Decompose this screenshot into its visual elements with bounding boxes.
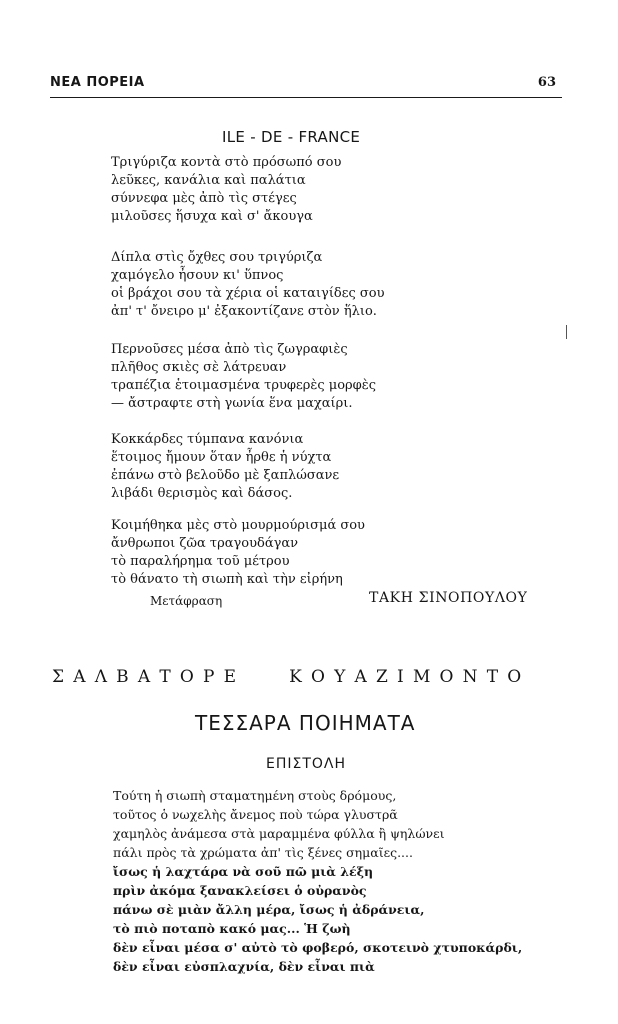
- poem-line: δὲν εἶναι μέσα σ' αὐτὸ τὸ φοβερό, σκοτεινὸ χτυποκάρδι,: [113, 940, 523, 955]
- poem-line: ἀπ' τ' ὄνειρο μ' ἐξακοντίζανε στὸν ἥλιο.: [111, 304, 377, 319]
- poem-line: πάλι πρὸς τὰ χρώματα ἀπ' τὶς ξένες σημαῖες....: [113, 845, 413, 860]
- poem-line: Δίπλα στὶς ὄχθες σου τριγύριζα: [111, 250, 323, 265]
- poem-line: πλῆθος σκιὲς σὲ λάτρευαν: [111, 360, 287, 375]
- journal-title: ΝΕΑ ΠΟΡΕΙΑ: [50, 75, 145, 90]
- poem-line: λεῦκες, κανάλια καὶ παλάτια: [111, 173, 306, 188]
- poem-line: Περνοῦσες μέσα ἀπὸ τὶς ζωγραφιὲς: [111, 342, 348, 357]
- poem-line: μιλοῦσες ἥσυχα καὶ σ' ἄκουγα: [111, 209, 313, 224]
- poem-line: Τούτη ἡ σιωπὴ σταματημένη στοὺς δρόμους,: [113, 788, 397, 803]
- poem-line: τοῦτος ὁ νωχελὴς ἄνεμος ποὺ τώρα γλυστρᾶ: [113, 807, 398, 822]
- poem-line: ἕτοιμος ἤμουν ὅταν ἦρθε ἡ νύχτα: [111, 450, 332, 465]
- poem-epistoli-body: [113, 786, 522, 976]
- translator-name: ΤΑΚΗ ΣΙΝΟΠΟΥΛΟΥ: [369, 590, 528, 606]
- poem-line: χαμόγελο ἦσουν κι' ὕπνος: [111, 268, 284, 283]
- poem-line: Κοκκάρδες τύμπανα κανόνια: [111, 432, 304, 447]
- header-rule: [50, 97, 562, 98]
- translation-label: Μετάφραση: [150, 594, 223, 608]
- poem-line: οἱ βράχοι σου τὰ χέρια οἱ καταιγίδες σου: [111, 286, 385, 301]
- poem-line: λιβάδι θερισμὸς καὶ δάσος.: [111, 486, 293, 501]
- poem-line: σύννεφα μὲς ἀπὸ τὶς στέγες: [111, 191, 297, 206]
- poem-line: πάνω σὲ μιὰν ἄλλη μέρα, ἴσως ἡ ἀδράνεια,: [113, 902, 425, 917]
- stanza-5: [111, 517, 365, 589]
- poem-line: ἐπάνω στὸ βελοῦδο μὲ ξαπλώσανε: [111, 468, 340, 483]
- author-name: ΣΑΛΒΑΤΟΡΕ ΚΟΥΑΖΙΜΟΝΤΟ: [52, 667, 531, 687]
- poem-line: τὸ παραλήρημα τοῦ μέτρου: [111, 554, 290, 569]
- poem-title-epistoli: ΕΠΙΣΤΟΛΗ: [266, 756, 347, 772]
- section-title: ΤΕΣΣΑΡΑ ΠΟΙΗΜΑΤΑ: [195, 711, 416, 735]
- stanza-3: [111, 341, 376, 413]
- poem-line: δὲν εἶναι εὐσπλαχνία, δὲν εἶναι πιὰ: [113, 959, 375, 974]
- poem-line: — ἄστραφτε στὴ γωνία ἕνα μαχαίρι.: [111, 396, 353, 411]
- poem-line: πρὶν ἀκόμα ξανακλείσει ὁ οὐρανὸς: [113, 883, 367, 898]
- poem-line: τὸ πιὸ ποταπὸ κακό μας... Ἡ ζωὴ: [113, 921, 351, 936]
- running-head: [50, 75, 562, 95]
- poem-line: ἴσως ἡ λαχτάρα νὰ σοῦ πῶ μιὰ λέξη: [113, 864, 374, 879]
- poem-line: χαμηλὸς ἀνάμεσα στὰ μαραμμένα φύλλα ἢ ψηλώνει: [113, 826, 445, 841]
- poem-line: Τριγύριζα κοντὰ στὸ πρόσωπό σου: [111, 155, 342, 170]
- stanza-4: [111, 431, 339, 503]
- poem-line: τραπέζια ἑτοιμασμένα τρυφερὲς μορφὲς: [111, 378, 377, 393]
- poem-title-ile-de-france: ILE - DE - FRANCE: [222, 128, 361, 146]
- scan-mark: [566, 325, 567, 339]
- stanza-1: [111, 154, 341, 226]
- stanza-2: [111, 249, 385, 321]
- poem-line: τὸ θάνατο τὴ σιωπὴ καὶ τὴν εἰρήνη: [111, 572, 343, 587]
- poem-line: ἄνθρωποι ζῶα τραγουδάγαν: [111, 536, 299, 551]
- page-number: 63: [537, 75, 556, 90]
- poem-line: Κοιμήθηκα μὲς στὸ μουρμούρισμά σου: [111, 518, 365, 533]
